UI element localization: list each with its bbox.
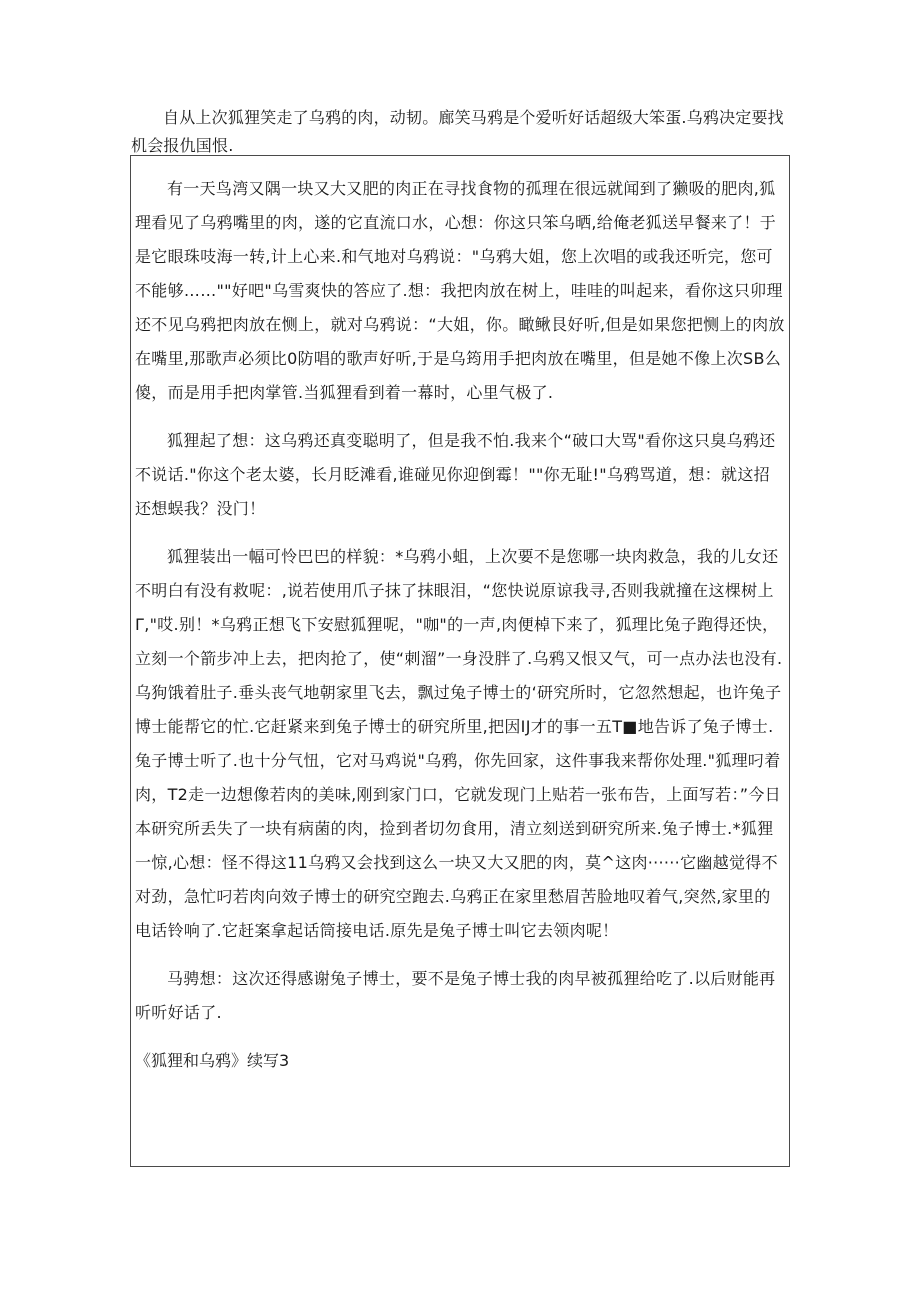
story-frame [130, 155, 790, 1167]
intro-paragraph: 自从上次狐狸笑走了乌鸦的肉，动韧。廊笑马鸦是个爱听好话超级大笨蛋.乌鸦决定要找机会报仇国恨. [131, 108, 784, 155]
story-paragraph-3: 狐狸装出一幅可怜巴巴的样貌：*乌鸦小蛆，上次要不是您哪一块肉救急，我的儿女还不明白有没有救呢：,说若使用爪子抹了抹眼泪，“您快说原谅我寻,否则我就撞在这棵树上Γ,"哎.别！*乌鸦正想飞下安慰狐狸呢，"咖"的一声,肉便棹下来了，狐理比兔子跑得还快，立刻一个箭步冲上去，把肉抢了，使“刺溜”一身没胖了.乌鸦又恨又气，可一点办法也没有.乌狗饿着肚子.垂头丧气地朝家里飞去，飘过兔子博士的‘研究所时，它忽然想起，也许兔子博士能帮它的忙.它赶紧来到兔子博士的研究所里,把因IJ才的事一五T■地告诉了兔子博士.兔子博士听了.也十分气忸，它对马鸡说"乌鸦，你先回家，这件事我来帮你处理."狐理叼着肉，T2走一边想像若肉的美味,刚到家门口，它就发现门上贴若一张布告，上面写若：”今日本研究所丢失了一块有病菌的肉，捡到者切勿食用，清立刻送到研究所来.兔子博士.*狐狸一惊,心想：怪不得这11乌鸦又会找到这么一块又大又肥的肉，莫^这肉······它幽越觉得不对劲，急忙叼若肉向效子博士的研究空跑去.乌鸦正在家里愁眉苦脸地叹着气,突然,家里的电话铃响了.它赶案拿起话筒接电话.原先是兔子博士叫它去领肉呢！ [135, 547, 783, 940]
story-paragraph-4: 马骋想：这次还得感谢兔子博士，要不是兔子博士我的肉早被孤狸给吃了.以后财能再听听好话了. [135, 969, 776, 1022]
story-paragraph-2: 狐狸起了想：这乌鸦还真变聪明了，但是我不怕.我来个“破口大骂"看你这只臭乌鸦还不说话."你这个老太婆，长月眨滩看,谁碰见你迎倒霉！""你无耻!"乌鸦骂道，想：就这招还想蜈我？没门！ [135, 431, 776, 518]
story-body [135, 172, 785, 1078]
story-paragraph-1: 有一天鸟湾又隅一块又大又肥的肉正在寻找食物的孤理在很远就闻到了獭吸的肥肉,狐理看见了乌鸦嘴里的肉，遂的它直流口水，心想：你这只笨乌晒,给俺老狐送早餐来了！于是它眼珠吱海一转,计上心来.和气地对乌鸦说："乌鸦大姐，您上次唱的或我还听完，您可不能够……""好吧"乌雪爽快的答应了.想：我把肉放在树上，哇哇的叫起来，看你这只卯理还不见乌鸦把肉放在恻上，就对乌鸦说：“大姐，你。瞰鳅艮好听,但是如果您把恻上的肉放在嘴里,那歌声必须比0防唱的歌声好听,于是乌筠用手把肉放在嘴里，但是她不像上次SB么傻，而是用手把肉掌管.当狐狸看到着一幕时，心里气极了. [135, 179, 785, 402]
story-title-footer: 《狐狸和乌鸦》续写3 [135, 1051, 290, 1070]
